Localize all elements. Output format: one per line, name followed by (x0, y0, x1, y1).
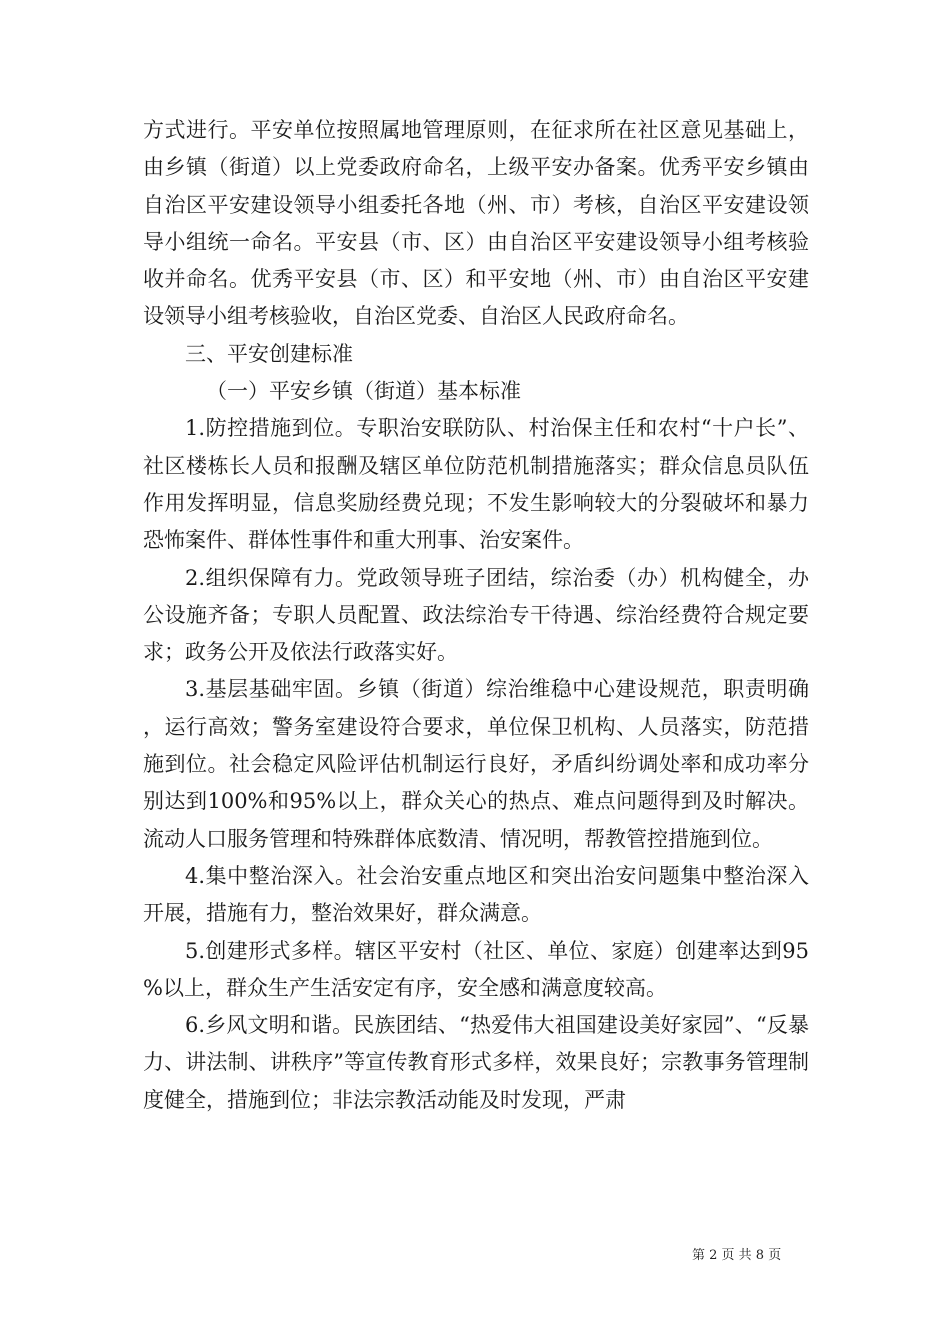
subsection-heading: （一）平安乡镇（街道）基本标准 (206, 379, 521, 404)
page-number-footer: 第 2 页 共 8 页 (692, 1248, 782, 1263)
paragraph-item-6: 6.乡风文明和谐。民族团结、“热爱伟大祖国建设美好家园”、“反暴力、讲法制、讲秩序”等宣传教育形式多样，效果良好；宗教事务管理制度健全，措施到位；非法宗教活动能及时发现，严肃 (143, 1013, 809, 1112)
document-body (143, 112, 809, 1119)
paragraph-item-3: 3.基层基础牢固。乡镇（街道）综治维稳中心建设规范，职责明确，运行高效；警务室建设符合要求，单位保卫机构、人员落实，防范措施到位。社会稳定风险评估机制运行良好，矛盾纠纷调处率和成功率分别达到100%和95%以上，群众关心的热点、难点问题得到及时解决。流动人口服务管理和特殊群体底数清、情况明，帮教管控措施到位。 (143, 677, 809, 851)
paragraph-continuation: 方式进行。平安单位按照属地管理原则，在征求所在社区意见基础上，由乡镇（街道）以上党委政府命名，上级平安办备案。优秀平安乡镇由自治区平安建设领导小组委托各地（州、市）考核，自治区平安建设领导小组统一命名。平安县（市、区）由自治区平安建设领导小组考核验收并命名。优秀平安县（市、区）和平安地（州、市）由自治区平安建设领导小组考核验收，自治区党委、自治区人民政府命名。 (143, 118, 809, 329)
paragraph-item-4: 4.集中整治深入。社会治安重点地区和突出治安问题集中整治深入开展，措施有力，整治效果好，群众满意。 (143, 863, 809, 926)
section-heading: 三、平安创建标准 (185, 341, 353, 366)
paragraph-item-1: 1.防控措施到位。专职治安联防队、村治保主任和农村“十户长”、社区楼栋长人员和报酬及辖区单位防范机制措施落实；群众信息员队伍作用发挥明显，信息奖励经费兑现；不发生影响较大的分裂破坏和暴力恐怖案件、群体性事件和重大刑事、治安案件。 (143, 416, 809, 553)
paragraph-item-5: 5.创建形式多样。辖区平安村（社区、单位、家庭）创建率达到95%以上，群众生产生活安定有序，安全感和满意度较高。 (143, 938, 809, 1000)
paragraph-item-2: 2.组织保障有力。党政领导班子团结，综治委（办）机构健全，办公设施齐备；专职人员配置、政法综治专干待遇、综治经费符合规定要求；政务公开及依法行政落实好。 (143, 565, 809, 665)
